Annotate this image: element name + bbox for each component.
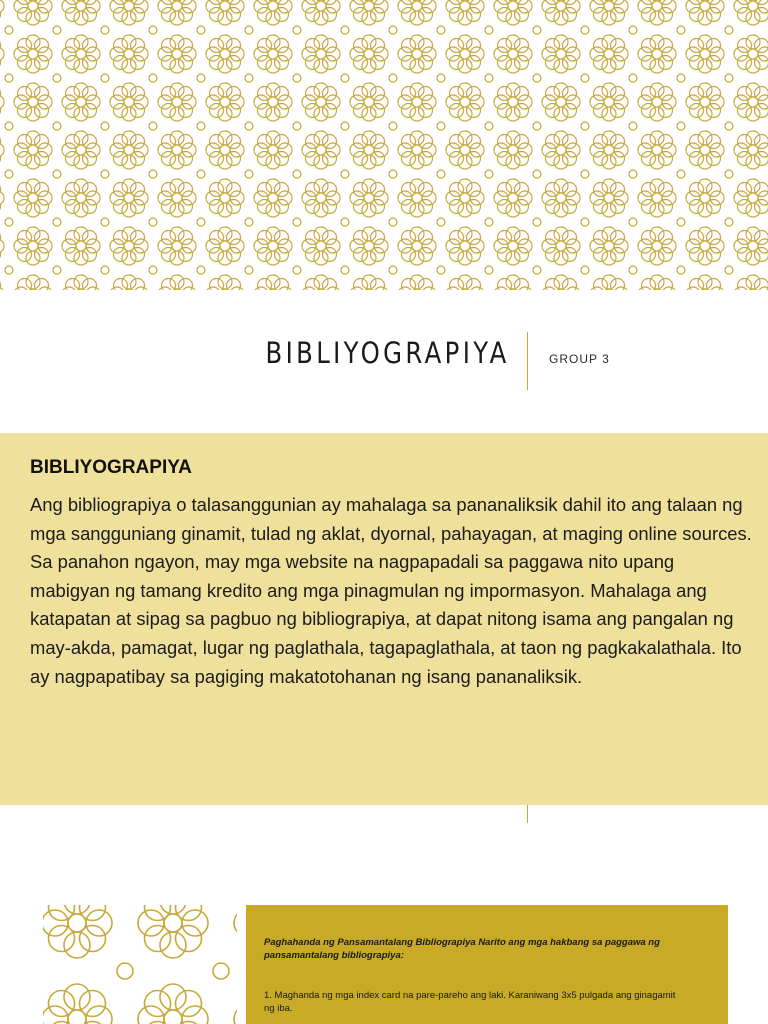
decorative-pattern-thumbnail <box>43 905 237 1024</box>
decorative-pattern-top <box>0 0 768 290</box>
content-body-text: Ang bibliograpiya o talasanggunian ay mahalaga sa pananaliksik dahil ito ang talaan ng mga sangguniang ginamit, tulad ng aklat, dyornal, pahayagan, at maging online sources. Sa panahon ngayon, may mga website na nagpapadali sa paggawa nito upang mabigyan ng tamang kredito ang mga pinagmulan ng impormasyon. Mahalaga ang katapatan at sipag sa pagbuo ng bibliograpiya, at dapat nitong isama ang pangalan ng may-akda, pamagat, lugar ng paglathala, tagapaglathala, at taon ng pagkakalathala. Ito ay nagpapatibay sa pagiging makatotohanan ng isang pananaliksik. <box>30 494 752 687</box>
next-slide-step: 1. Maghanda ng mga index card na pare-pareho ang laki. Karaniwang 3x5 pulgada ang ginagamit ng iba. <box>264 990 676 1014</box>
title-slide <box>0 290 768 433</box>
content-slide <box>0 433 768 805</box>
slide-title: BIBLIYOGRAPIYA <box>265 336 510 370</box>
slide-divider-fragment <box>527 805 528 823</box>
next-slide-heading: Paghahanda ng Pansamantalang Bibliograpiya Narito ang mga hakbang sa paggawa ng pansamantalang bibliograpiya: <box>264 937 660 961</box>
title-divider <box>527 332 528 390</box>
slide-subtitle: GROUP 3 <box>549 352 610 366</box>
content-heading: BIBLIYOGRAPIYA <box>30 457 192 478</box>
next-slide-panel <box>246 905 728 1024</box>
